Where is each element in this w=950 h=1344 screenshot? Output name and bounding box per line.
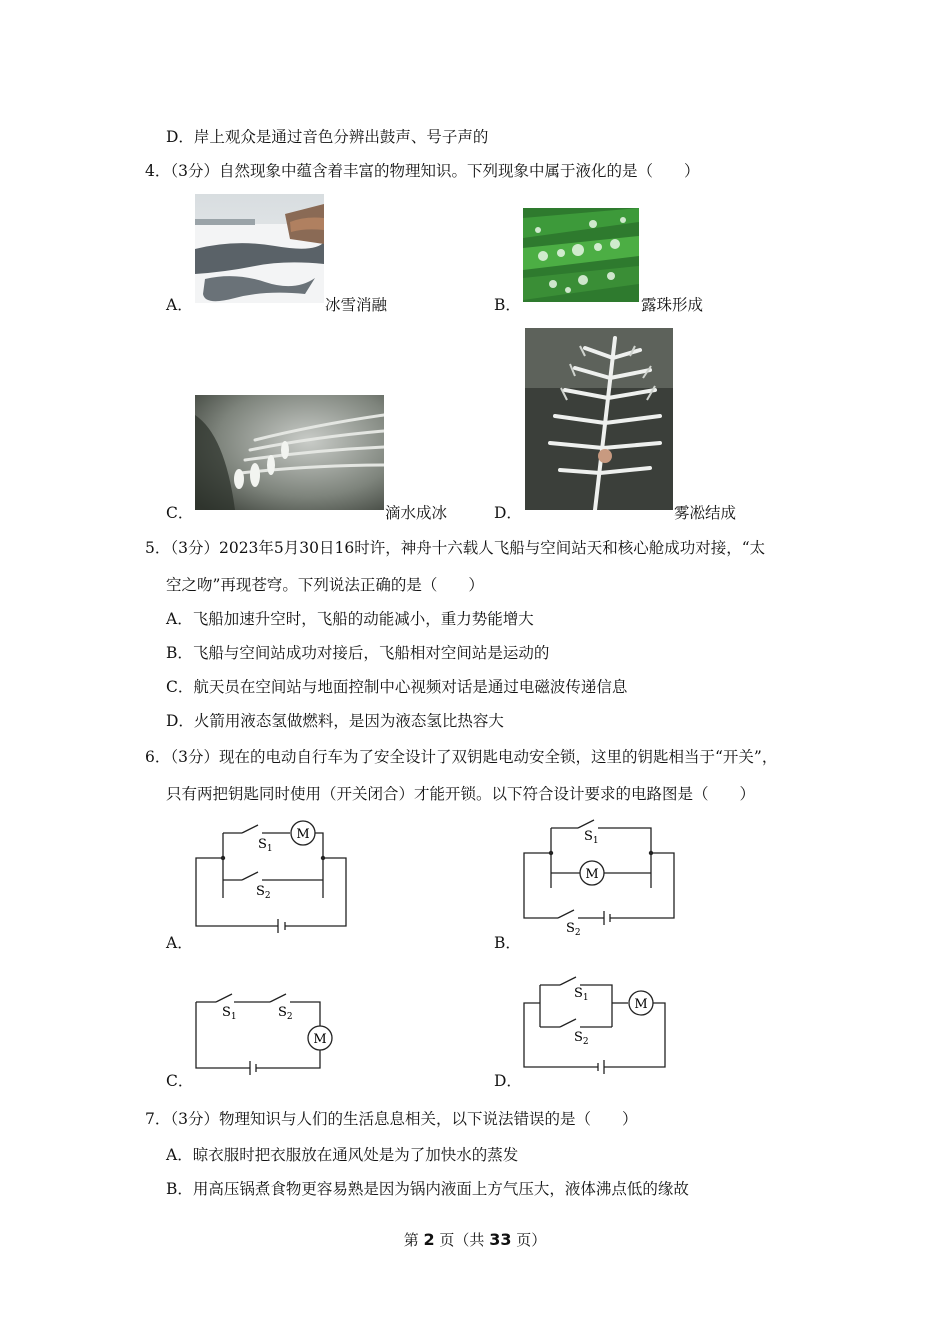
svg-text:S2: $S_2$: [566, 921, 581, 938]
motor-label: M: [296, 827, 310, 842]
q3-option-d: D．岸上观众是通过音色分辨出鼓声、号子声的: [166, 128, 489, 146]
svg-text:S1: $S_1$: [258, 837, 273, 854]
q5-stem-line1: 5．（3分）2023年5月30日16时许，神舟十六载人飞船与空间站天和核心舱成功对接，“太: [145, 539, 766, 557]
svg-text:S1: $S_1$: [574, 986, 589, 1003]
rime-frost-photo: [525, 328, 673, 510]
q6-option-d-letter: D．: [494, 1072, 522, 1090]
svg-text:S2: $S_2$: [574, 1030, 589, 1047]
q5-stem-line2: 空之吻”再现苍穹。下列说法正确的是（ ）: [166, 576, 484, 594]
q4-option-d-caption: 雾凇结成: [674, 504, 737, 522]
total-pages: 33: [489, 1230, 512, 1249]
q6-stem-line1: 6．（3分）现在的电动自行车为了安全设计了双钥匙电动安全锁，这里的钥匙相当于“开关”，: [145, 748, 778, 766]
q5-option-b: B．飞船与空间站成功对接后，飞船相对空间站是运动的: [166, 644, 550, 662]
q6-option-c-letter: C．: [166, 1072, 194, 1090]
svg-text:S1: $S_1$: [584, 829, 599, 846]
q6-option-a-letter: A．: [166, 934, 193, 952]
q5-option-a: A．飞船加速升空时，飞船的动能减小，重力势能增大: [166, 610, 534, 628]
q4-option-d-letter: D．: [494, 504, 522, 522]
q4-option-a-caption: 冰雪消融: [325, 296, 388, 314]
q4-option-c-caption: 滴水成冰: [385, 504, 448, 522]
q5-option-d: D．火箭用液态氢做燃料，是因为液态氢比热容大: [166, 712, 504, 730]
icicles-photo: [195, 395, 384, 510]
q7-option-a: A．晾衣服时把衣服放在通风处是为了加快水的蒸发: [166, 1146, 519, 1164]
q5-option-c: C．航天员在空间站与地面控制中心视频对话是通过电磁波传递信息: [166, 678, 628, 696]
page-number: 2: [423, 1230, 435, 1249]
q4-option-c-letter: C．: [166, 504, 194, 522]
q7-stem: 7．（3分）物理知识与人们的生活息息相关，以下说法错误的是（ ）: [145, 1110, 638, 1128]
dew-drops-photo: [523, 208, 639, 302]
q4-option-a-letter: A．: [166, 296, 193, 314]
svg-text:M: M: [313, 1032, 327, 1047]
circuit-diagram-a: [190, 818, 355, 933]
q7-option-b: B．用高压锅煮食物更容易熟是因为锅内液面上方气压大，液体沸点低的缘故: [166, 1180, 689, 1198]
svg-text:M: M: [585, 867, 599, 882]
page-footer: 第 2 页（共 33 页）: [403, 1230, 547, 1249]
q4-option-b-caption: 露珠形成: [641, 296, 704, 314]
q4-stem: 4．（3分）自然现象中蕴含着丰富的物理知识。下列现象中属于液化的是（ ）: [145, 162, 700, 180]
q6-option-b-letter: B．: [494, 934, 521, 952]
svg-text:S1: $S_1$: [222, 1005, 237, 1022]
svg-text:S2: $S_2$: [256, 884, 271, 901]
melting-ice-river-photo: [195, 194, 324, 303]
q6-stem-line2: 只有两把钥匙同时使用（开关闭合）才能开锁。以下符合设计要求的电路图是（ ）: [166, 785, 756, 803]
svg-text:M: M: [634, 997, 648, 1012]
svg-text:S2: $S_2$: [278, 1005, 293, 1022]
q4-option-b-letter: B．: [494, 296, 521, 314]
